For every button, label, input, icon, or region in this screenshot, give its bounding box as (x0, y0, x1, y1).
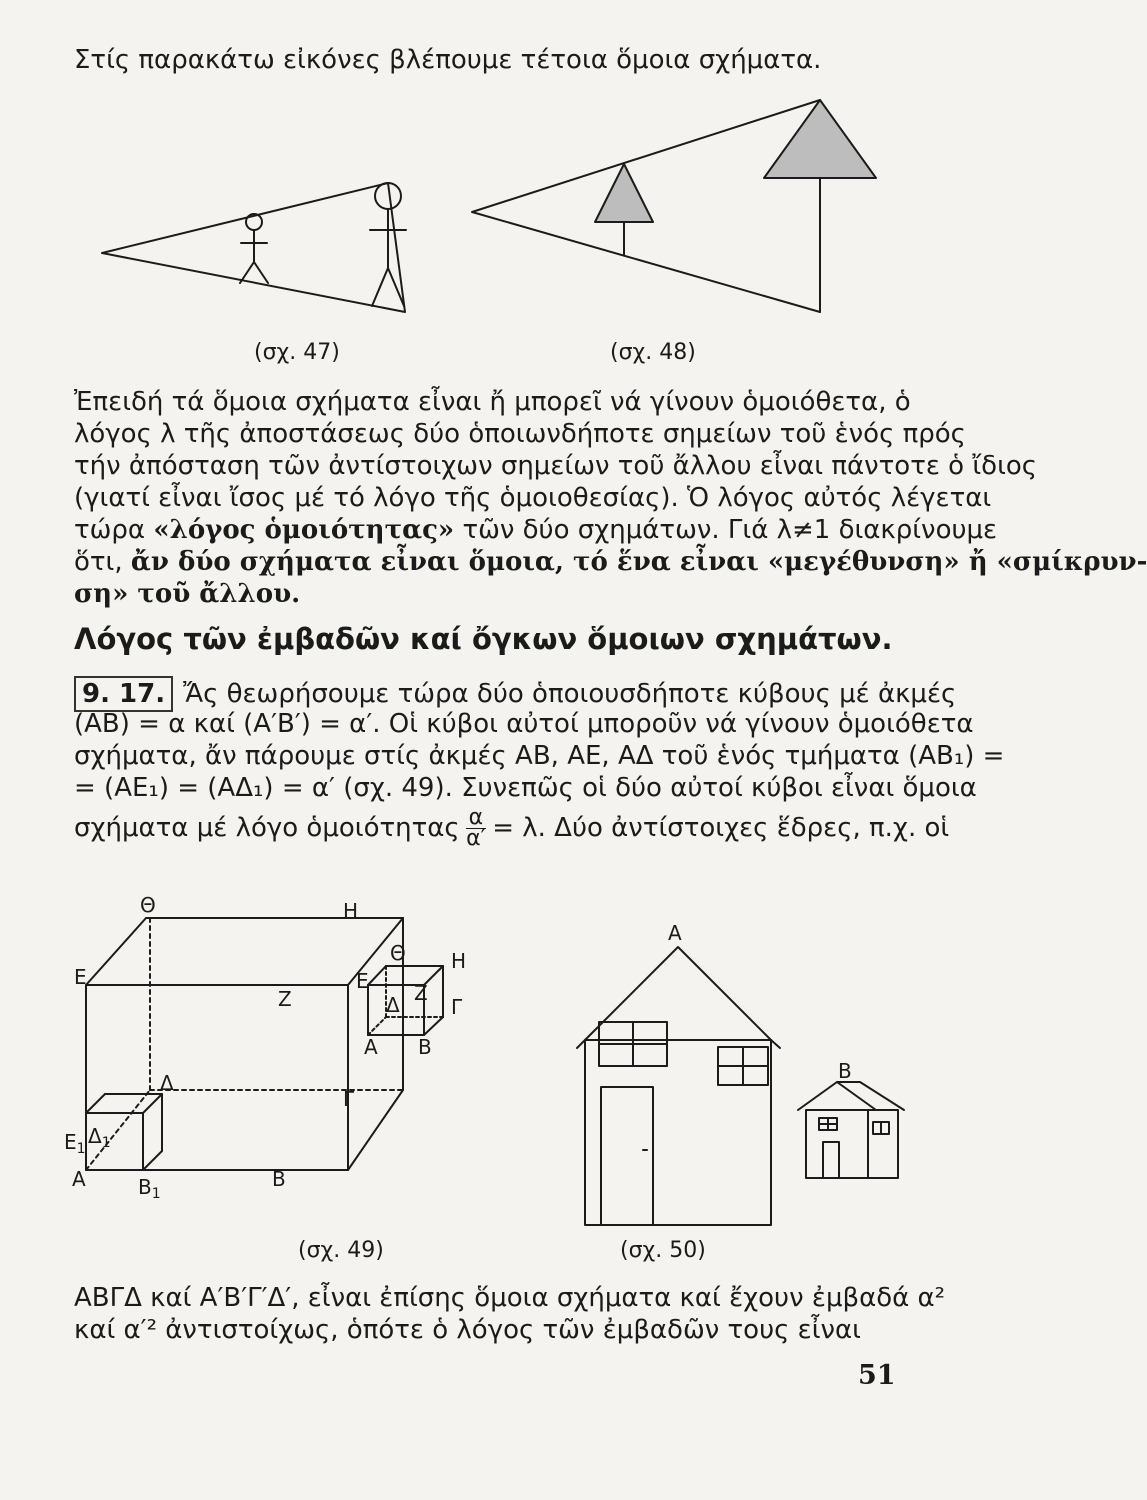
label-small-eta: Η (451, 949, 467, 973)
label-epsilon: Ε (74, 965, 87, 989)
label-small-zeta: Ζ (414, 981, 428, 1005)
fig47-drawing (102, 183, 406, 312)
similarity-fraction: $\frac{\alpha}{\alpha'}$ (466, 805, 486, 851)
paragraph-line: λόγος λ τῆς ἀποστάσεως δύο ὁποιωνδήποτε σημείων τοῦ ἑνός πρός (74, 419, 966, 449)
section-number: 9. 17. (74, 676, 173, 712)
paragraph-line: ΑΒΓΔ καί Α′Β′Γ′Δ′, εἶναι ἐπίσης ὅμοια σχήματα καί ἔχουν ἐμβαδά α² (74, 1283, 946, 1313)
paragraph-line: (γιατί εἶναι ἴσος μέ τό λόγο τῆς ὁμοιοθεσίας). Ὁ λόγος αὐτός λέγεται (74, 483, 992, 513)
label-beta: Β (272, 1167, 286, 1191)
paragraph-line: τώρα «λόγος ὁμοιότητας» τῶν δύο σχημάτων. Γιά λ≠1 διακρίνουμε (74, 515, 998, 545)
label-e1: $E_1$ (64, 1130, 86, 1157)
term-similarity-ratio: «λόγος ὁμοιότητας» (153, 515, 455, 545)
label-gamma: Γ (343, 1087, 355, 1111)
label-house-b: Β (838, 1059, 852, 1083)
fig48-caption: (σχ. 48) (610, 340, 696, 365)
section-line: (ΑΒ) = α καί (Α′Β′) = α′. Οἱ κύβοι αὐτοί μποροῦν νά γίνουν ὁμοιόθετα (74, 709, 974, 739)
label-delta: Δ (160, 1071, 174, 1095)
label-small-epsilon: Ε (356, 969, 369, 993)
section-line: 9. 17. Ἄς θεωρήσουμε τώρα δύο ὁποιουσδήποτε κύβους μέ ἀκμές (74, 676, 892, 712)
fig50-caption: (σχ. 50) (620, 1238, 706, 1263)
label-small-gamma: Γ (451, 995, 463, 1019)
paragraph-line: Ἐπειδή τά ὅμοια σχήματα εἶναι ἤ μπορεῖ νά γίνουν ὁμοιόθετα, ὁ (74, 387, 911, 417)
section-heading: Λόγος τῶν ἐμβαδῶν καί ὄγκων ὅμοιων σχημάτων. (74, 622, 893, 656)
label-small-delta: Δ (386, 993, 400, 1017)
label-house-a: Α (668, 921, 682, 945)
paragraph-line: τήν ἀπόσταση τῶν ἀντίστοιχων σημείων τοῦ ἄλλου εἶναι πάντοτε ὁ ἴδιος (74, 451, 1038, 481)
page-number: 51 (858, 1360, 896, 1391)
fig50-big-house (577, 947, 780, 1225)
fig49-labels (64, 893, 466, 1202)
fig50-small-house (798, 1082, 904, 1178)
fig47-caption: (σχ. 47) (254, 340, 340, 365)
label-b1: $B_1$ (138, 1175, 161, 1202)
paragraph-line: ση» τοῦ ἄλλου. (74, 579, 301, 609)
fig49-small-cube (368, 966, 443, 1035)
intro-text: Στίς παρακάτω εἰκόνες βλέπουμε τέτοια ὅμοια σχήματα. (74, 45, 822, 75)
label-eta: Η (343, 899, 359, 923)
paragraph-line: ὅτι, ἄν δύο σχήματα εἶναι ὅμοια, τό ἕνα εἶναι «μεγέθυνση» ἤ «σμίκρυν- (74, 547, 1147, 577)
section-line: σχήματα, ἄν πάρουμε στίς ἀκμές ΑΒ, ΑΕ, ΑΔ τοῦ ἑνός τμήματα (ΑΒ₁) = (74, 741, 1005, 771)
label-theta: Θ (140, 893, 156, 917)
fig49-large-cube (86, 918, 403, 1170)
label-small-beta: Β (418, 1035, 432, 1059)
paragraph-line: καί α′² ἀντιστοίχως, ὁπότε ὁ λόγος τῶν ἐμβαδῶν τους εἶναι (74, 1315, 861, 1345)
fig49-caption: (σχ. 49) (298, 1238, 384, 1263)
fig50-labels (668, 921, 852, 1083)
label-alpha: Α (72, 1167, 86, 1191)
section-line: = (ΑΕ₁) = (ΑΔ₁) = α′ (σχ. 49). Συνεπῶς οἱ δύο αὐτοί κύβοι εἶναι ὅμοια (74, 773, 977, 803)
fig48-drawing (472, 100, 876, 312)
label-small-theta: Θ (390, 941, 406, 965)
emphasis-statement: ἄν δύο σχήματα εἶναι ὅμοια, τό ἕνα εἶναι «μεγέθυνση» ἤ «σμίκρυν- (130, 547, 1147, 577)
label-zeta: Ζ (278, 987, 292, 1011)
section-line: σχήματα μέ λόγο ὁμοιότητας $\frac{\alpha}{\alpha'}$ = λ. Δύο ἀντίστοιχες ἕδρες, π.χ. οἱ (74, 805, 950, 851)
label-d1: $\Delta_1$ (88, 1124, 111, 1151)
label-small-alpha: Α (364, 1035, 378, 1059)
